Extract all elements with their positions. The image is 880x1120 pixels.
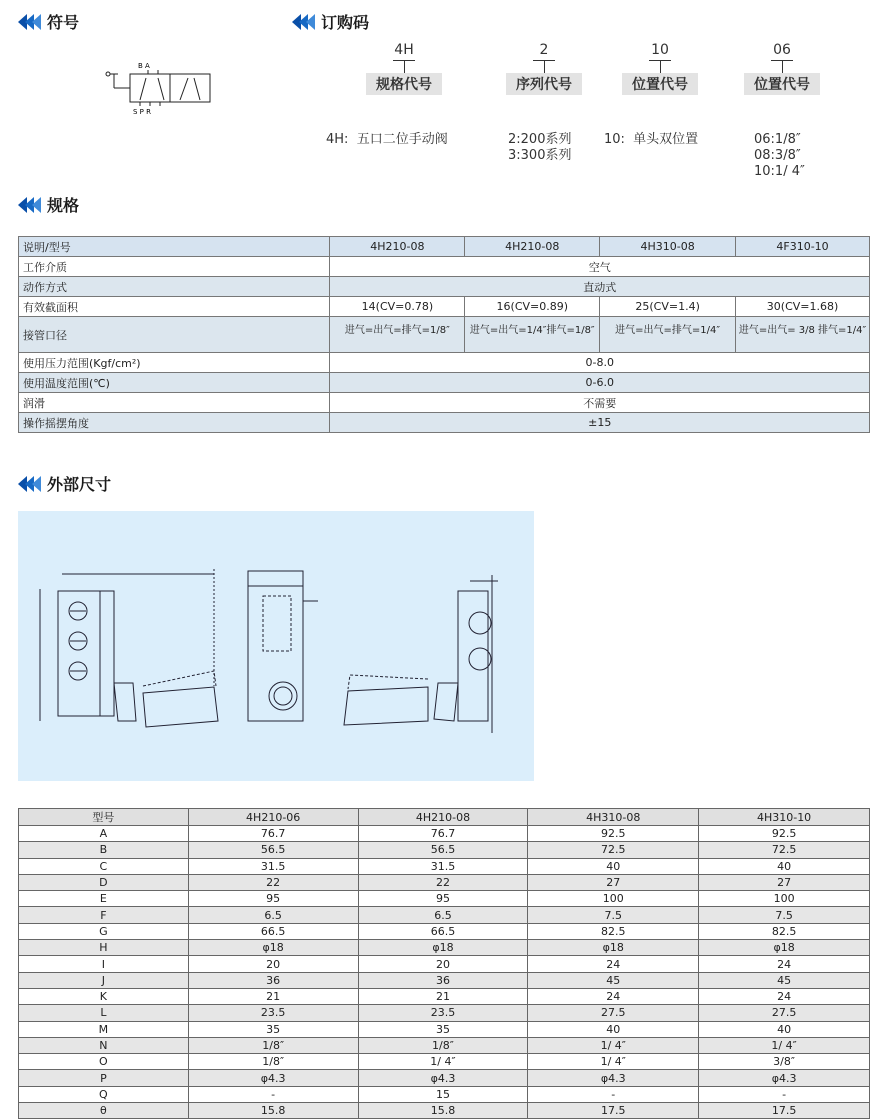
dim-cell: 21 <box>188 988 358 1004</box>
dim-cell: - <box>699 1086 870 1102</box>
spec-cell: 使用压力范围(Kgf/cm²) <box>19 353 330 373</box>
symbol-bottom-ports: S P R <box>133 108 151 116</box>
dim-row <box>19 842 870 858</box>
dims-section-header <box>18 472 111 495</box>
dim-cell: 31.5 <box>188 858 358 874</box>
dim-cell: 95 <box>188 891 358 907</box>
dim-cell: 82.5 <box>528 923 699 939</box>
dim-cell: 3/8″ <box>699 1054 870 1070</box>
dim-cell: 56.5 <box>358 842 528 858</box>
dim-cell: B <box>19 842 189 858</box>
dim-cell: 1/8″ <box>188 1054 358 1070</box>
dim-cell: 20 <box>188 956 358 972</box>
section-title: 符号 <box>47 13 80 32</box>
order-section-header <box>292 10 369 33</box>
dim-cell: - <box>188 1086 358 1102</box>
symbol-section-header <box>18 10 79 33</box>
spec-cell: 进气=出气= 3/8 排气=1/4″ <box>736 317 870 353</box>
dim-cell: 1/ 4″ <box>528 1037 699 1053</box>
dim-cell: 6.5 <box>188 907 358 923</box>
spec-cell: 4H210-08 <box>465 237 600 257</box>
dim-cell: 72.5 <box>528 842 699 858</box>
dim-cell: 92.5 <box>699 826 870 842</box>
dim-cell: 27 <box>528 874 699 890</box>
dim-cell: φ18 <box>358 940 528 956</box>
dim-cell: 17.5 <box>528 1103 699 1119</box>
spec-cell: 0-8.0 <box>330 353 870 373</box>
dim-cell: φ18 <box>188 940 358 956</box>
dim-cell: 40 <box>699 858 870 874</box>
dim-cell: 45 <box>699 972 870 988</box>
spec-header-row <box>19 237 870 257</box>
code-label: 位置代号 <box>622 73 698 95</box>
dim-cell: 1/8″ <box>188 1037 358 1053</box>
dim-cell: 4H210-08 <box>358 809 528 826</box>
dim-cell: 1/ 4″ <box>528 1054 699 1070</box>
dim-cell: φ18 <box>699 940 870 956</box>
dim-row <box>19 956 870 972</box>
spec-row <box>19 373 870 393</box>
symbol-top-ports: B A <box>138 62 150 70</box>
valve-symbol <box>100 58 220 118</box>
dim-cell: 66.5 <box>188 923 358 939</box>
dim-cell: 型号 <box>19 809 189 826</box>
order-code-3 <box>622 42 698 95</box>
dim-cell: 36 <box>358 972 528 988</box>
dim-cell: 24 <box>699 988 870 1004</box>
dim-cell: 1/ 4″ <box>699 1037 870 1053</box>
dim-row <box>19 1054 870 1070</box>
chevrons-icon <box>18 476 39 492</box>
spec-cell: 25(CV=1.4) <box>600 297 736 317</box>
dim-cell: E <box>19 891 189 907</box>
dim-cell: F <box>19 907 189 923</box>
dim-row <box>19 907 870 923</box>
spec-cell: 4F310-10 <box>736 237 870 257</box>
dim-cell: 15.8 <box>358 1103 528 1119</box>
dim-cell: 27 <box>699 874 870 890</box>
dimension-drawing <box>18 511 534 781</box>
dim-cell: 66.5 <box>358 923 528 939</box>
dim-cell: 36 <box>188 972 358 988</box>
spec-table <box>18 236 870 433</box>
dim-cell: 23.5 <box>188 1005 358 1021</box>
section-title: 订购码 <box>321 13 370 32</box>
dim-cell: 24 <box>699 956 870 972</box>
code-label: 序列代号 <box>506 73 582 95</box>
dim-cell: 40 <box>528 1021 699 1037</box>
spec-row <box>19 413 870 433</box>
dim-header-row <box>19 809 870 826</box>
spec-cell: 操作摇摆角度 <box>19 413 330 433</box>
spec-cell: 直动式 <box>330 277 870 297</box>
dim-row <box>19 891 870 907</box>
spec-cell: 有效截面积 <box>19 297 330 317</box>
spec-cell: 14(CV=0.78) <box>330 297 465 317</box>
dim-cell: 24 <box>528 956 699 972</box>
dim-cell: 7.5 <box>699 907 870 923</box>
spec-cell: 30(CV=1.68) <box>736 297 870 317</box>
dim-cell: 1/8″ <box>358 1037 528 1053</box>
code-value: 4H <box>394 42 414 58</box>
dim-cell: Q <box>19 1086 189 1102</box>
spec-cell: 接管口径 <box>19 317 330 353</box>
spec-cell: 0-6.0 <box>330 373 870 393</box>
dim-cell: J <box>19 972 189 988</box>
order-desc-4: 06:1/8″ 08:3/8″ 10:1/ 4″ <box>754 132 805 179</box>
spec-cell: 进气=出气=排气=1/4″ <box>600 317 736 353</box>
order-desc-1: 4H: 五口二位手动阀 <box>326 132 448 147</box>
valve-drawing-svg <box>18 511 534 781</box>
dim-cell: θ <box>19 1103 189 1119</box>
chevrons-icon <box>18 14 39 30</box>
dim-cell: 15 <box>358 1086 528 1102</box>
dim-row <box>19 1005 870 1021</box>
chevrons-icon <box>292 14 313 30</box>
dim-cell: φ4.3 <box>188 1070 358 1086</box>
dim-cell: 56.5 <box>188 842 358 858</box>
section-title: 规格 <box>47 196 80 215</box>
dim-cell: 27.5 <box>699 1005 870 1021</box>
spec-row <box>19 257 870 277</box>
dim-cell: O <box>19 1054 189 1070</box>
dim-cell: φ4.3 <box>699 1070 870 1086</box>
dim-cell: 1/ 4″ <box>358 1054 528 1070</box>
dim-cell: P <box>19 1070 189 1086</box>
dim-row <box>19 1070 870 1086</box>
dim-cell: H <box>19 940 189 956</box>
spec-cell: 润滑 <box>19 393 330 413</box>
dim-cell: 24 <box>528 988 699 1004</box>
dim-row <box>19 972 870 988</box>
dim-cell: 76.7 <box>188 826 358 842</box>
code-value: 10 <box>651 42 669 58</box>
dim-cell: I <box>19 956 189 972</box>
dim-cell: 27.5 <box>528 1005 699 1021</box>
dim-row <box>19 826 870 842</box>
dim-cell: φ18 <box>528 940 699 956</box>
dim-cell: N <box>19 1037 189 1053</box>
dim-cell: 72.5 <box>699 842 870 858</box>
spec-row <box>19 353 870 373</box>
spec-cell: 工作介质 <box>19 257 330 277</box>
spec-cell: 空气 <box>330 257 870 277</box>
dim-cell: 92.5 <box>528 826 699 842</box>
dim-cell: M <box>19 1021 189 1037</box>
dim-cell: 22 <box>358 874 528 890</box>
dim-row <box>19 874 870 890</box>
section-title: 外部尺寸 <box>47 475 112 494</box>
dim-cell: 100 <box>528 891 699 907</box>
order-desc-3: 10: 单头双位置 <box>604 132 699 147</box>
code-value: 2 <box>539 42 549 58</box>
dim-cell: 31.5 <box>358 858 528 874</box>
chevrons-icon <box>18 197 39 213</box>
dim-cell: 4H310-08 <box>528 809 699 826</box>
spec-cell: 不需要 <box>330 393 870 413</box>
spec-cell: 说明/型号 <box>19 237 330 257</box>
dim-cell: 4H210-06 <box>188 809 358 826</box>
dim-cell: 100 <box>699 891 870 907</box>
order-code-4 <box>744 42 820 95</box>
spec-row <box>19 277 870 297</box>
spec-cell: 动作方式 <box>19 277 330 297</box>
dim-cell: 21 <box>358 988 528 1004</box>
dim-cell: 4H310-10 <box>699 809 870 826</box>
spec-cell: ±15 <box>330 413 870 433</box>
dim-cell: D <box>19 874 189 890</box>
dim-row <box>19 1037 870 1053</box>
dim-cell: 40 <box>699 1021 870 1037</box>
spec-cell: 16(CV=0.89) <box>465 297 600 317</box>
spec-cell: 使用温度范围(℃) <box>19 373 330 393</box>
dim-cell: 35 <box>188 1021 358 1037</box>
dim-cell: A <box>19 826 189 842</box>
dim-row <box>19 1103 870 1119</box>
spec-row <box>19 297 870 317</box>
dim-cell: 82.5 <box>699 923 870 939</box>
spec-section-header <box>18 193 79 216</box>
order-code-2 <box>506 42 582 95</box>
dim-cell: K <box>19 988 189 1004</box>
dim-cell: - <box>528 1086 699 1102</box>
code-value: 06 <box>773 42 791 58</box>
dim-cell: 15.8 <box>188 1103 358 1119</box>
dim-cell: 20 <box>358 956 528 972</box>
spec-cell: 进气=出气=1/4″排气=1/8″ <box>465 317 600 353</box>
dim-cell: 7.5 <box>528 907 699 923</box>
code-label: 规格代号 <box>366 73 442 95</box>
spec-cell: 4H210-08 <box>330 237 465 257</box>
dim-cell: C <box>19 858 189 874</box>
spec-row <box>19 393 870 413</box>
dim-row <box>19 1021 870 1037</box>
dim-row <box>19 1086 870 1102</box>
spec-cell: 4H310-08 <box>600 237 736 257</box>
dim-body <box>19 826 870 1119</box>
dim-cell: 40 <box>528 858 699 874</box>
dim-cell: 17.5 <box>699 1103 870 1119</box>
dim-cell: 22 <box>188 874 358 890</box>
dim-cell: φ4.3 <box>358 1070 528 1086</box>
dim-cell: 45 <box>528 972 699 988</box>
dim-cell: 23.5 <box>358 1005 528 1021</box>
dim-cell: 6.5 <box>358 907 528 923</box>
dim-cell: 35 <box>358 1021 528 1037</box>
dim-row <box>19 988 870 1004</box>
dim-row <box>19 940 870 956</box>
order-desc-2: 2:200系列 3:300系列 <box>508 132 572 163</box>
spec-cell: 进气=出气=排气=1/8″ <box>330 317 465 353</box>
spec-row <box>19 317 870 353</box>
dim-cell: 76.7 <box>358 826 528 842</box>
dim-row <box>19 858 870 874</box>
dim-row <box>19 923 870 939</box>
dim-cell: G <box>19 923 189 939</box>
code-label: 位置代号 <box>744 73 820 95</box>
dim-cell: L <box>19 1005 189 1021</box>
order-code-1 <box>366 42 442 95</box>
dim-cell: 95 <box>358 891 528 907</box>
dim-cell: φ4.3 <box>528 1070 699 1086</box>
dimension-table <box>18 808 870 1119</box>
